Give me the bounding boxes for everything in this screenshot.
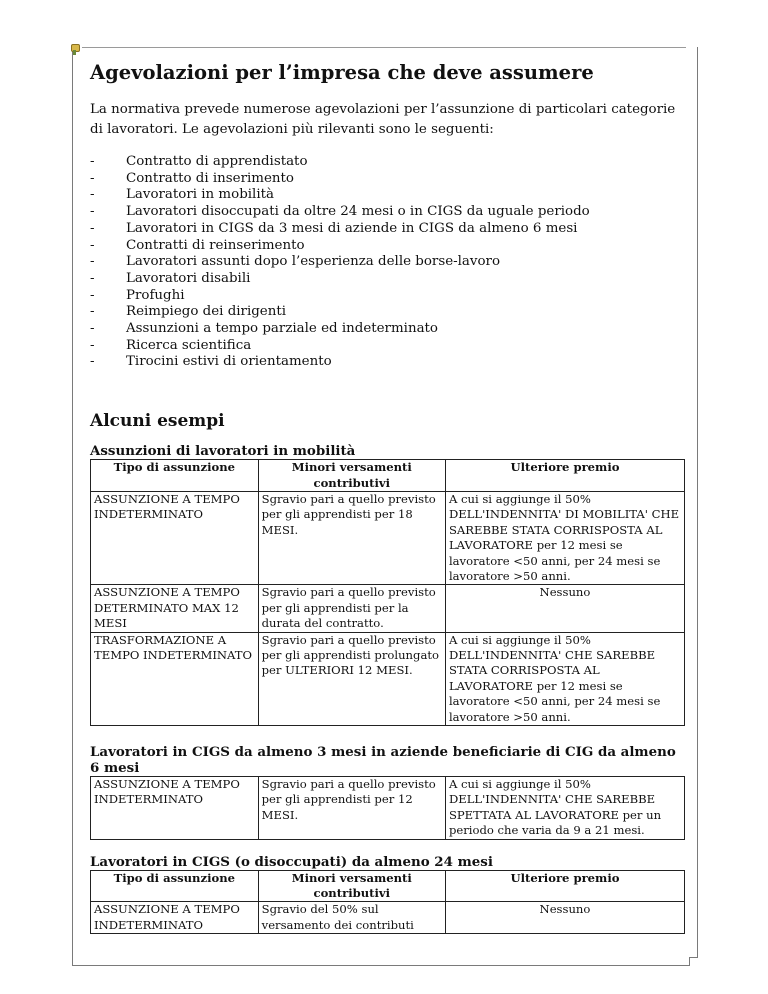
table-cell: Nessuno [445, 902, 684, 934]
header-premio: Ulteriore premio [445, 870, 684, 902]
table-row [91, 632, 685, 725]
list-item [90, 187, 680, 204]
agevolazioni-list [90, 154, 680, 371]
list-item-text: Contratti di reinserimento [126, 237, 305, 253]
list-item [90, 304, 680, 321]
table-cell: Sgravio pari a quello previsto per gli apprendisti per la durata del contratto. [258, 585, 445, 632]
list-item-text: Lavoratori in CIGS da 3 mesi di aziende in CIGS da almeno 6 mesi [126, 220, 578, 236]
table-mobilita [90, 459, 685, 726]
bullet-dash: - [90, 321, 95, 337]
table-cell: ASSUNZIONE A TEMPO INDETERMINATO [91, 777, 259, 840]
table-cell: A cui si aggiunge il 50% DELL'INDENNITA' CHE SAREBBE STATA CORRISPOSTA AL LAVORATORE per 12 mesi se lavoratore <50 anni, per 24 mesi se lavoratore >50 anni. [445, 632, 684, 725]
bullet-dash: - [90, 337, 95, 353]
bullet-dash: - [90, 237, 95, 253]
list-item [90, 204, 680, 221]
table-cell: Sgravio pari a quello previsto per gli apprendisti per 12 MESI. [258, 777, 445, 840]
table-cell: ASSUNZIONE A TEMPO INDETERMINATO [91, 491, 259, 584]
bullet-dash: - [90, 220, 95, 236]
table-row [91, 491, 685, 584]
page-fold-corner [689, 957, 698, 966]
bullet-dash: - [90, 304, 95, 320]
section-cigs-24-mesi [90, 854, 680, 935]
list-item-text: Lavoratori disoccupati da oltre 24 mesi o in CIGS da uguale periodo [126, 204, 590, 220]
table-cell: Nessuno [445, 585, 684, 632]
page-title: Agevolazioni per l’impresa che deve assumere [90, 61, 594, 84]
intro-paragraph: La normativa prevede numerose agevolazioni per l’assunzione di particolari categorie di lavoratori. Le agevolazioni più rilevanti sono le seguenti: [90, 102, 676, 137]
list-item-text: Lavoratori in mobilità [126, 187, 274, 203]
table-row [91, 777, 685, 840]
list-item-text: Lavoratori disabili [126, 270, 251, 286]
list-item [90, 271, 680, 288]
table-row [91, 902, 685, 934]
header-versamenti: Minori versamenti contributivi [258, 460, 445, 492]
list-item [90, 238, 680, 255]
section-heading: Lavoratori in CIGS da almeno 3 mesi in aziende beneficiarie di CIG da almeno 6 mesi [90, 744, 676, 777]
list-item [90, 221, 680, 238]
list-item [90, 254, 680, 271]
document-body [90, 60, 680, 934]
section-heading: Lavoratori in CIGS (o disoccupati) da almeno 24 mesi [90, 853, 493, 870]
header-tipo: Tipo di assunzione [91, 460, 259, 492]
bullet-dash: - [90, 287, 95, 303]
list-item [90, 321, 680, 338]
bullet-dash: - [90, 154, 95, 169]
list-item-text: Ricerca scientifica [126, 337, 252, 353]
bullet-dash: - [90, 270, 95, 286]
list-item [90, 171, 680, 188]
examples-heading: Alcuni esempi [90, 411, 225, 432]
list-item [90, 338, 680, 355]
table-cell: A cui si aggiunge il 50% DELL'INDENNITA' CHE SAREBBE SPETTATA AL LAVORATORE per un periodo che varia da 9 a 21 mesi. [445, 777, 684, 840]
table-cell: Sgravio pari a quello previsto per gli apprendisti per 18 MESI. [258, 491, 445, 584]
list-item-text: Reimpiego dei dirigenti [126, 304, 287, 320]
section-heading: Assunzioni di lavoratori in mobilità [90, 443, 356, 460]
list-item-text: Tirocini estivi di orientamento [126, 354, 332, 370]
table-cell: Sgravio pari a quello previsto per gli apprendisti prolungato per ULTERIORI 12 MESI. [258, 632, 445, 725]
table-cell: ASSUNZIONE A TEMPO DETERMINATO MAX 12 MESI [91, 585, 259, 632]
header-tipo: Tipo di assunzione [91, 870, 259, 902]
table-cell: A cui si aggiunge il 50% DELL'INDENNITA' DI MOBILITA' CHE SAREBBE STATA CORRISPOSTA AL LAVORATORE per 12 mesi se lavoratore <50 anni, per 24 mesi se lavoratore >50 anni. [445, 491, 684, 584]
table-row [91, 585, 685, 632]
table-cigs-24-mesi [90, 870, 685, 935]
bullet-dash: - [90, 254, 95, 270]
list-item-text: Contratto di apprendistato [126, 154, 308, 169]
list-item [90, 354, 680, 371]
table-cell: ASSUNZIONE A TEMPO INDETERMINATO [91, 902, 259, 934]
header-versamenti: Minori versamenti contributivi [258, 870, 445, 902]
list-item [90, 154, 680, 171]
list-item-text: Profughi [126, 287, 185, 303]
list-item-text: Lavoratori assunti dopo l’esperienza delle borse-lavoro [126, 254, 501, 270]
bullet-dash: - [90, 204, 95, 220]
table-header-row [91, 870, 685, 902]
header-premio: Ulteriore premio [445, 460, 684, 492]
section-cigs-3-mesi [90, 744, 680, 840]
bullet-dash: - [90, 354, 95, 370]
bullet-dash: - [90, 170, 95, 186]
section-mobilita [90, 443, 680, 726]
list-item-text: Contratto di inserimento [126, 170, 294, 186]
list-item-text: Assunzioni a tempo parziale ed indeterminato [126, 321, 438, 337]
list-item [90, 288, 680, 305]
pin-icon [70, 44, 80, 56]
table-cell: Sgravio del 50% sul versamento dei contributi [258, 902, 445, 934]
table-cell: TRASFORMAZIONE A TEMPO INDETERMINATO [91, 632, 259, 725]
table-cigs-3-mesi [90, 776, 685, 840]
bullet-dash: - [90, 187, 95, 203]
table-header-row [91, 460, 685, 492]
